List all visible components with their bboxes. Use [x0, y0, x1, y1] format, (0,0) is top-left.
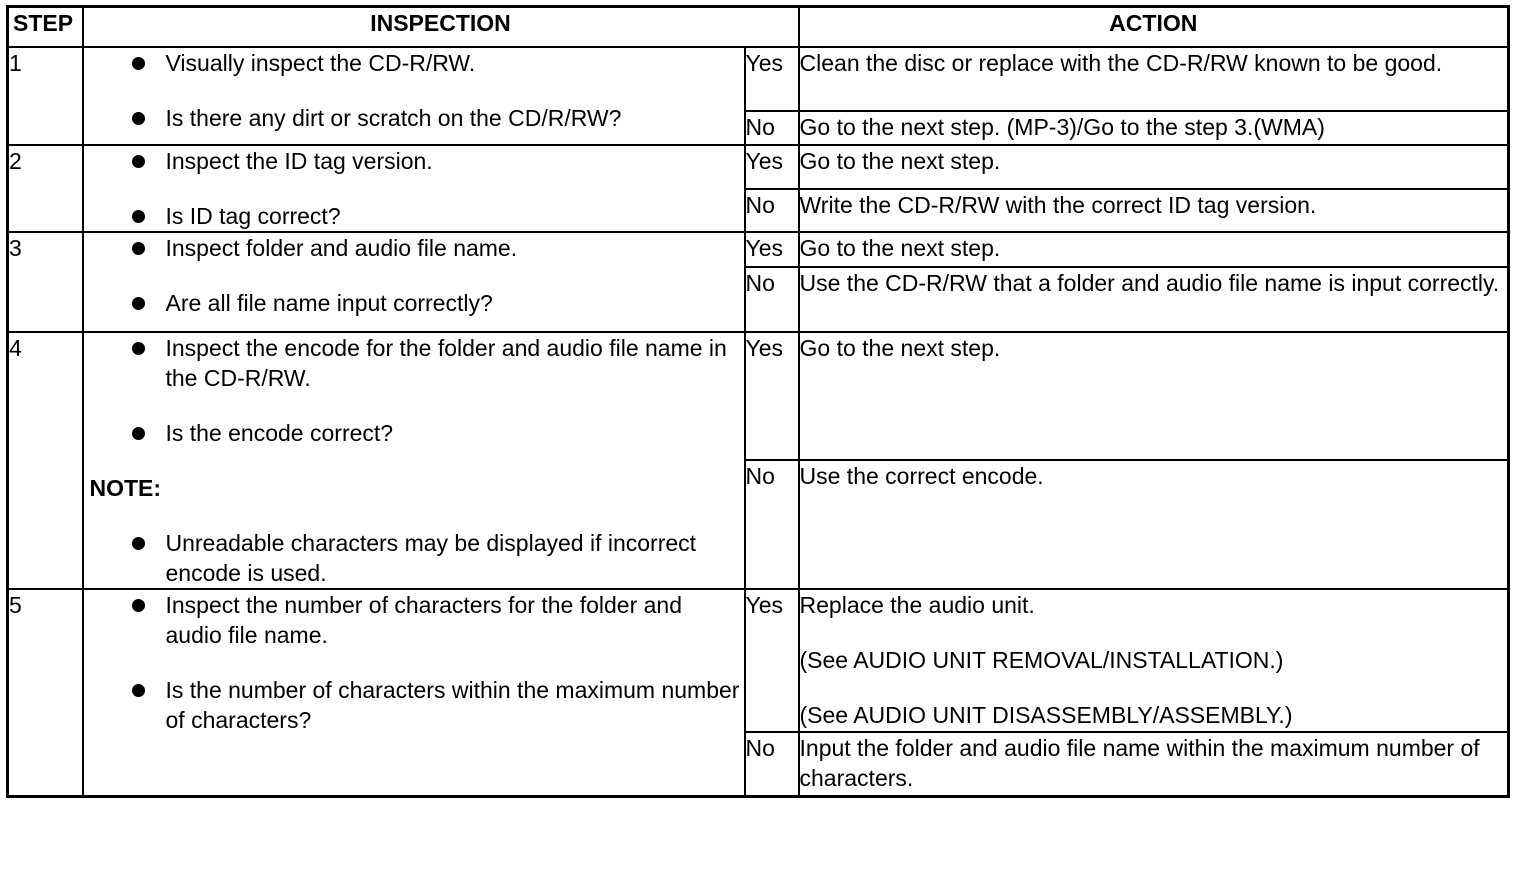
step-4-yes-row: [8, 332, 1509, 460]
bullet-icon: [132, 599, 145, 612]
header-row: [8, 7, 1509, 48]
inspection-cell: [83, 47, 745, 145]
inspection-item: Is the number of characters within the maximum number of characters?: [84, 675, 744, 735]
inspection-item: Is there any dirt or scratch on the CD/R/RW?: [84, 103, 744, 133]
step-number: 5: [8, 589, 83, 797]
inspection-item: Visually inspect the CD-R/RW.: [84, 48, 744, 78]
inspection-item: Is the encode correct?: [84, 418, 744, 448]
bullet-icon: [132, 297, 145, 310]
inspection-item: Are all file name input correctly?: [84, 288, 744, 318]
step-1-yes-row: [8, 47, 1509, 111]
no-label: No: [745, 460, 799, 589]
no-action: Use the correct encode.: [799, 460, 1509, 589]
inspection-cell: [83, 145, 745, 232]
step-number: 1: [8, 47, 83, 145]
yes-label: Yes: [745, 232, 799, 267]
yes-action: Clean the disc or replace with the CD-R/RW known to be good.: [799, 47, 1509, 111]
yes-action: Go to the next step.: [799, 145, 1509, 189]
bullet-icon: [132, 155, 145, 168]
yes-label: Yes: [745, 332, 799, 460]
troubleshooting-table: [6, 5, 1510, 798]
yes-label: Yes: [745, 145, 799, 189]
inspection-item: Inspect the number of characters for the folder and audio file name.: [84, 590, 744, 650]
bullet-icon: [132, 210, 145, 223]
header-action: ACTION: [799, 7, 1509, 48]
no-label: No: [745, 111, 799, 145]
header-inspection: INSPECTION: [83, 7, 799, 48]
step-5-yes-row: [8, 589, 1509, 732]
bullet-icon: [132, 684, 145, 697]
inspection-item: Inspect folder and audio file name.: [84, 233, 744, 263]
inspection-cell: [83, 232, 745, 332]
no-action: Go to the next step. (MP-3)/Go to the step 3.(WMA): [799, 111, 1509, 145]
yes-label: Yes: [745, 47, 799, 111]
bullet-icon: [132, 537, 145, 550]
step-2-yes-row: [8, 145, 1509, 189]
bullet-icon: [132, 342, 145, 355]
step-number: 2: [8, 145, 83, 232]
inspection-cell: [83, 332, 745, 589]
step-3-yes-row: [8, 232, 1509, 267]
yes-label: Yes: [745, 589, 799, 732]
bullet-icon: [132, 112, 145, 125]
inspection-cell: [83, 589, 745, 797]
inspection-item: Inspect the encode for the folder and audio file name in the CD-R/RW.: [84, 333, 744, 393]
inspection-item: Is ID tag correct?: [84, 201, 744, 231]
note-label: NOTE:: [89, 475, 162, 501]
no-label: No: [745, 267, 799, 332]
yes-action: Replace the audio unit. (See AUDIO UNIT REMOVAL/INSTALLATION.) (See AUDIO UNIT DISASSEMBLY/ASSEMBLY.): [799, 589, 1509, 732]
no-action: Use the CD-R/RW that a folder and audio file name is input correctly.: [799, 267, 1509, 332]
bullet-icon: [132, 57, 145, 70]
header-step: STEP: [8, 7, 83, 48]
step-number: 3: [8, 232, 83, 332]
bullet-icon: [132, 242, 145, 255]
no-label: No: [745, 189, 799, 233]
step-number: 4: [8, 332, 83, 589]
no-action: Write the CD-R/RW with the correct ID tag version.: [799, 189, 1509, 233]
inspection-item: Inspect the ID tag version.: [84, 146, 744, 176]
yes-action: Go to the next step.: [799, 332, 1509, 460]
no-action: Input the folder and audio file name within the maximum number of characters.: [799, 732, 1509, 797]
no-label: No: [745, 732, 799, 797]
note-item: Unreadable characters may be displayed if incorrect encode is used.: [84, 528, 744, 588]
bullet-icon: [132, 427, 145, 440]
yes-action: Go to the next step.: [799, 232, 1509, 267]
